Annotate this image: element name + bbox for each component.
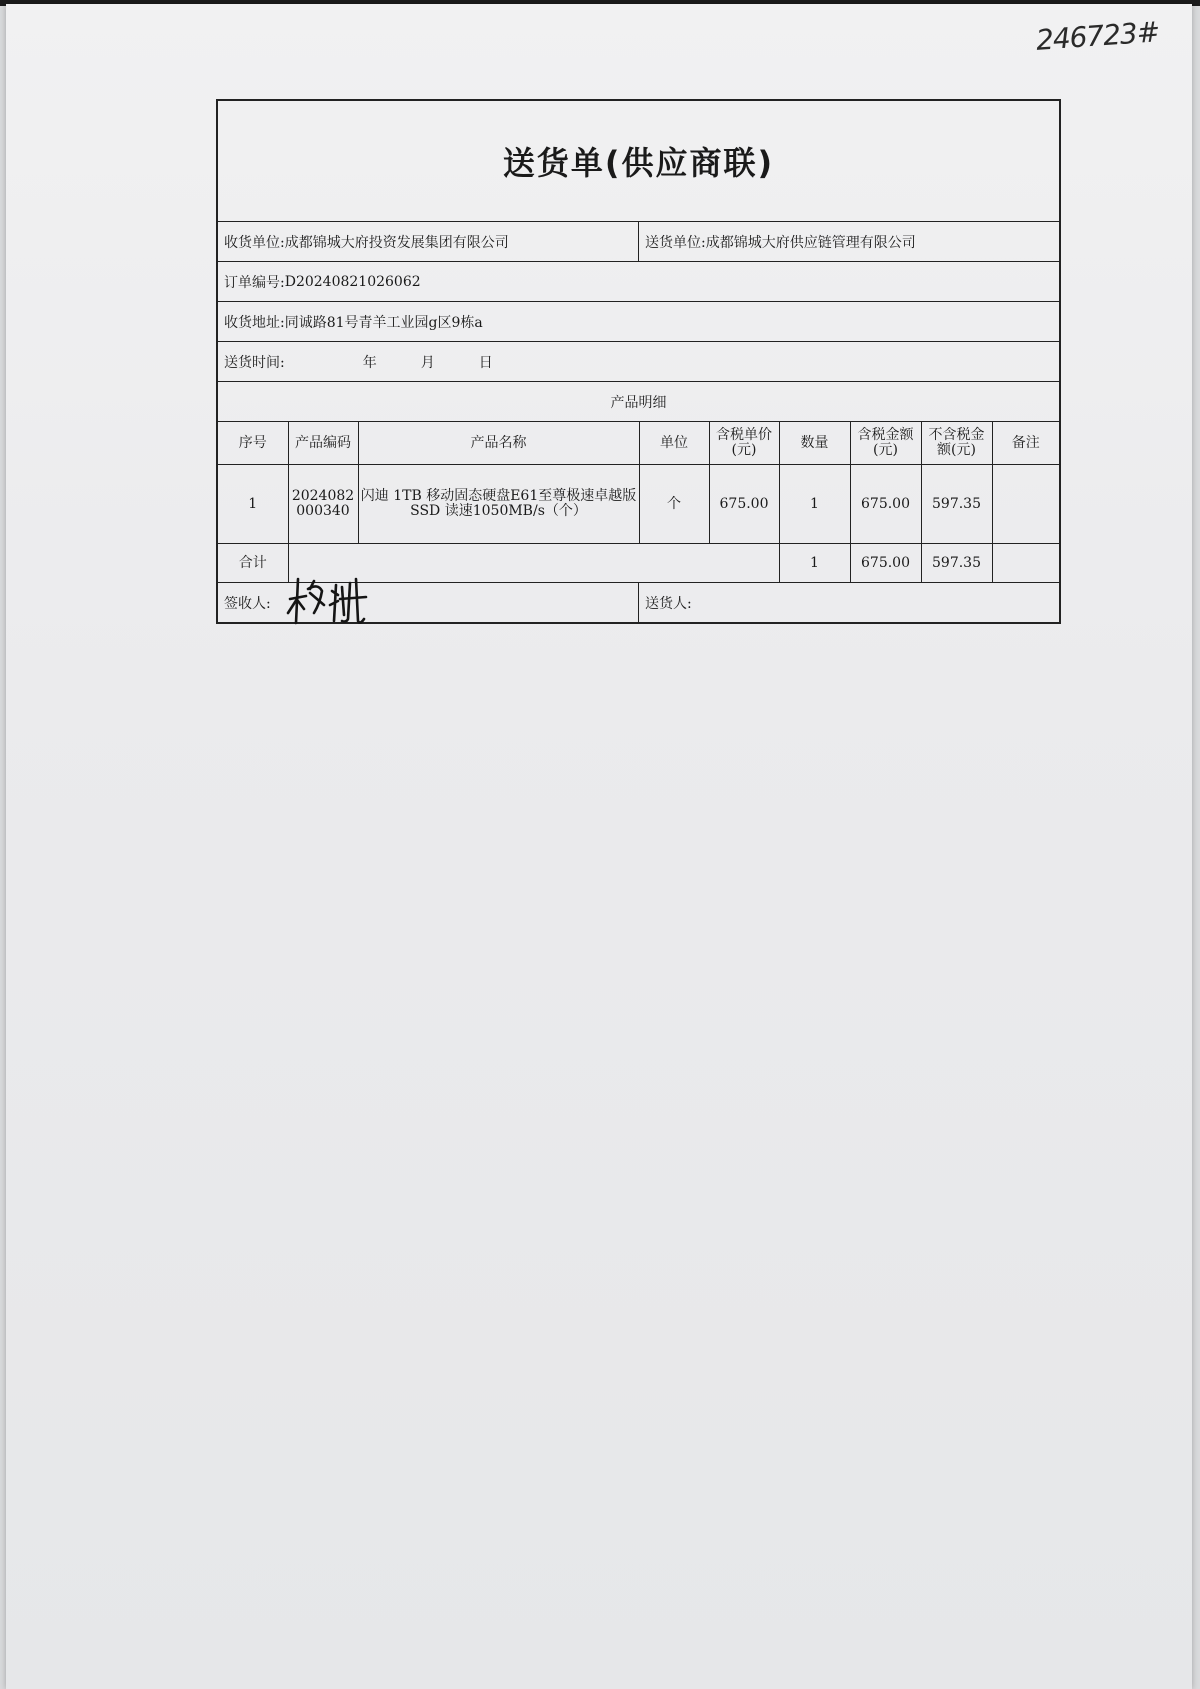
item-amount-tax: 675.00 (850, 465, 921, 544)
address-label: 收货地址: (224, 314, 285, 331)
total-remark (992, 544, 1059, 583)
receiver-cell (218, 222, 639, 261)
deliverer-label: 送货人: (645, 595, 692, 612)
item-qty: 1 (779, 465, 850, 544)
item-unit: 个 (639, 465, 709, 544)
col-amount-tax: 含税金额(元) (850, 422, 921, 465)
table-header-row (218, 422, 1059, 465)
receiver-label: 收货单位: (224, 234, 285, 251)
col-qty: 数量 (779, 422, 850, 465)
signature-row (218, 583, 1059, 622)
address-row (218, 302, 1059, 342)
item-name: 闪迪 1TB 移动固态硬盘E61至尊极速卓越版SSD 读速1050MB/s（个） (358, 465, 639, 544)
form-title: 送货单(供应商联) (218, 101, 1059, 222)
product-detail-heading: 产品明细 (218, 382, 1059, 422)
supplier-label: 送货单位: (645, 234, 706, 251)
col-amount-notax: 不含税金额(元) (921, 422, 992, 465)
col-seq: 序号 (218, 422, 288, 465)
col-unit: 单位 (639, 422, 709, 465)
total-amount-notax: 597.35 (921, 544, 992, 583)
col-remark: 备注 (992, 422, 1059, 465)
col-code: 产品编码 (288, 422, 358, 465)
item-seq: 1 (218, 465, 288, 544)
item-amount-notax: 597.35 (921, 465, 992, 544)
table-row (218, 465, 1059, 544)
delivery-time-cell (218, 342, 493, 381)
total-label: 合计 (218, 544, 288, 583)
order-cell (218, 262, 421, 301)
supplier-value: 成都锦城大府供应链管理有限公司 (705, 234, 916, 251)
signer-cell (218, 583, 639, 622)
handwritten-reference-number: 246723# (1034, 15, 1161, 57)
item-unit-price: 675.00 (709, 465, 779, 544)
delivery-time-label: 送货时间: (224, 354, 285, 371)
col-name: 产品名称 (358, 422, 639, 465)
delivery-note-form (216, 99, 1061, 624)
signer-label: 签收人: (224, 595, 271, 612)
address-cell (218, 302, 483, 341)
total-amount-tax: 675.00 (850, 544, 921, 583)
order-label: 订单编号: (224, 274, 285, 291)
month-label: 月 (420, 354, 435, 371)
party-row (218, 222, 1059, 262)
item-code: 2024082000340 (288, 465, 358, 544)
product-table (218, 422, 1059, 583)
deliverer-cell (639, 583, 1059, 622)
total-qty: 1 (779, 544, 850, 583)
day-label: 日 (478, 354, 493, 371)
receiver-value: 成都锦城大府投资发展集团有限公司 (284, 234, 509, 251)
handwritten-signature (284, 569, 374, 625)
order-row (218, 262, 1059, 302)
supplier-cell (639, 222, 1059, 261)
col-unit-price: 含税单价(元) (709, 422, 779, 465)
item-remark (992, 465, 1059, 544)
address-value: 同诚路81号青羊工业园g区9栋a (284, 314, 483, 331)
delivery-time-row (218, 342, 1059, 382)
year-label: 年 (362, 354, 377, 371)
order-number: D20240821026062 (284, 273, 421, 290)
